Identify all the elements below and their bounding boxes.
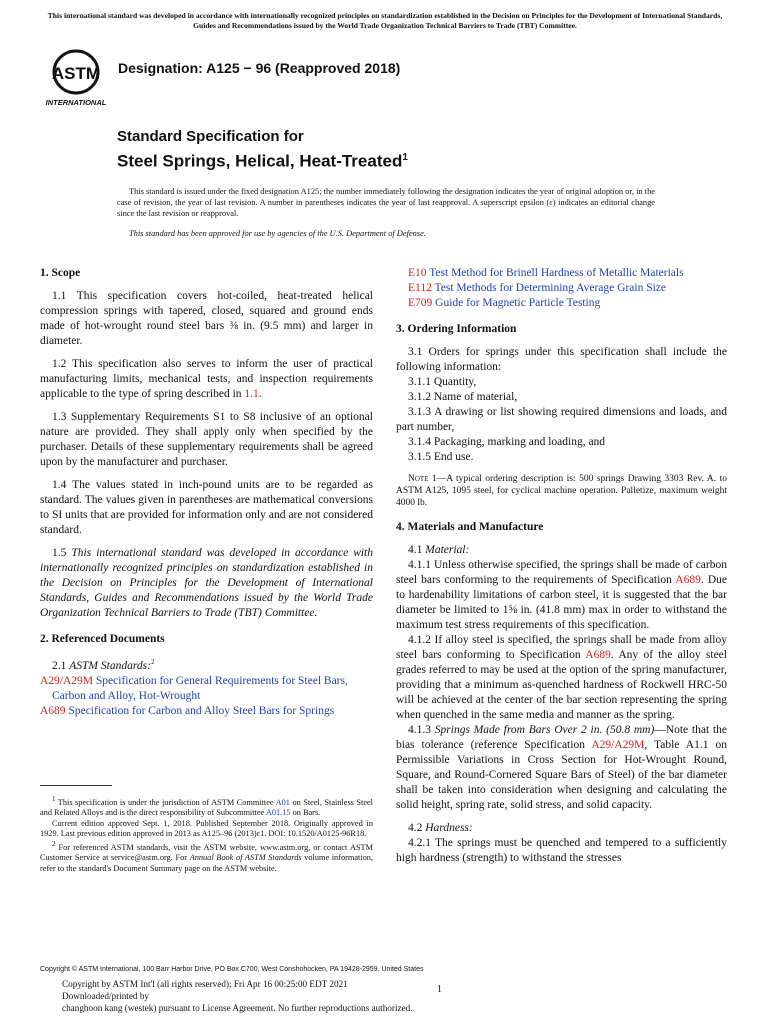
para-1-5: 1.5 This international standard was developed in accordance with internationally recognized principles on standardization established in the Decision on Principles for the Development of International Standards, Guides and Recommendations issued by the World Trade Organization Technical Barriers to Trade (TBT) Committee. [40, 547, 374, 619]
ref-a689-code[interactable]: A689 [40, 704, 66, 717]
link-a01-15[interactable]: A01.15 [265, 808, 291, 818]
ref-e112-code[interactable]: E112 [408, 282, 432, 294]
link-a689-2[interactable]: A689 [585, 649, 611, 661]
title-line1: Standard Specification for [117, 128, 304, 145]
ref-a689 [40, 704, 373, 719]
download-line-1: Copyright by ASTM Int'l (all rights reserved); Fri Apr 16 00:25:00 EDT 2021 [62, 979, 348, 989]
para-4-1-3: 4.1.3 Springs Made from Bars Over 2 in. (50.8 mm)—Note that the bias tolerance (reference Specification A29/A29M, Table A1.1 on Permissible Variations in Cross Section for Hot-Wrought Round, Square, and Round-Cornered Square Bars of Steel) of the bar diameter shall be taken into consideration when designing and calculating the solid height, spring rate, solid stress, and solid capacity. [396, 724, 727, 811]
right-column [396, 266, 727, 866]
para-3-1: 3.1 Orders for springs under this specification shall include the following information: [396, 346, 727, 373]
para-3-1-2: 3.1.2 Name of material, [408, 391, 518, 403]
title-block [117, 127, 408, 173]
ref-e10-title[interactable]: Test Method for Brinell Hardness of Metallic Materials [429, 267, 684, 279]
link-a29-a29m[interactable]: A29/A29M [591, 739, 645, 751]
intro-p1: This standard is issued under the fixed designation A125; the number immediately following the designation indicates the year of original adoption or, in the case of revision, the year of last revision. A number in parentheses indicates the year of last reapproval. A superscript epsilon (ε) indicates an editorial change since the last revision or reapproval. [117, 187, 655, 219]
section-ordering-heading: 3. Ordering Information [396, 323, 517, 335]
ref-a689-title[interactable]: Specification for Carbon and Alloy Steel Bars for Springs [68, 704, 335, 717]
download-notice [62, 978, 413, 1014]
footnotes [40, 795, 373, 874]
note-1: Note 1—A typical ordering description is: 500 springs Drawing 3303 Rev. A. to ASTM A125, 1095 steel, for cyclical machine operation. Palletize, maximum weight 4000 lb. [396, 474, 727, 508]
link-a01[interactable]: A01 [275, 797, 290, 807]
para-1-1: 1.1 This specification covers hot-coiled, heat-treated helical compression springs with tapered, closed, squared and ground ends made of hot-wrought round steel bars ⅜ in. (9.5 mm) and larger in diameter. [40, 290, 373, 347]
para-3-1-5: 3.1.5 End use. [408, 451, 474, 463]
ref-a29-code[interactable]: A29/A29M [40, 674, 94, 687]
ref-e112-title[interactable]: Test Methods for Determining Average Grain Size [434, 282, 667, 294]
ref-e709-code[interactable]: E709 [408, 297, 433, 309]
logo-sub: INTERNATIONAL [45, 98, 107, 107]
left-column [40, 266, 373, 719]
ref-a29-title[interactable]: Specification for General Requirements for Steel Bars, Carbon and Alloy, Hot-Wrought [52, 674, 348, 702]
copyright-line: Copyright © ASTM International, 100 Barr Harbor Drive, PO Box C700, West Conshohocken, PA 19428-2959. United States [40, 966, 424, 973]
ref-e709 [396, 296, 727, 311]
para-4-2: 4.2 Hardness: [408, 822, 473, 834]
para-3-1-4: 3.1.4 Packaging, marking and loading, and [408, 436, 606, 448]
footnote-rule [40, 785, 112, 786]
para-4-1-2: 4.1.2 If alloy steel is specified, the springs shall be made from alloy steel bars conforming to Specification A689. Any of the alloy steel grades referred to may be used at the option of the spring manufacturer, providing that a minimum as-quenched hardness of Rockwell HRC-50 will be achieved at the center of the bar section representing the spring when quenched in the same media and manner as the spring. [396, 634, 727, 721]
para-4-1-1: 4.1.1 Unless otherwise specified, the springs shall be made of carbon steel bars conforming to the requirements of Specification A689. Due to hardenability limitations of carbon steel, it is suggested that the bar diameter be limited to 1⅝ in. (41.8 mm) max in order to withstand the maximum test stress requirements of this specification. [396, 559, 727, 631]
download-line-3: changhoon kang (westek) pursuant to License Agreement. No further reproductions authorized. [62, 1003, 413, 1013]
para-3-1-3: 3.1.3 A drawing or list showing required dimensions and loads, and part number, [396, 406, 727, 433]
intro-block [117, 186, 655, 239]
para-1-3: 1.3 Supplementary Requirements S1 to S8 inclusive of an optional nature are provided. They shall apply only when specified by the purchaser. Details of these supplementary requirements shall be agreed upon by the manufacturer and purchaser. [40, 411, 373, 468]
link-1-1[interactable]: 1.1 [244, 388, 259, 400]
designation: Designation: A125 − 96 (Reapproved 2018) [118, 60, 401, 76]
title-line2: Steel Springs, Helical, Heat-Treated$^1$ [117, 151, 408, 171]
section-scope-heading: 1. Scope [40, 267, 81, 279]
para-1-2: 1.2 This specification also serves to inform the user of practical manufacturing limits, mechanical tests, and inspection requirements applicable to the type of spring described in 1.1. [40, 358, 373, 400]
para-1-4: 1.4 The values stated in inch-pound units are to be regarded as standard. The values given in parentheses are mathematical conversions to SI units that are provided for information only and are not considered standard. [40, 479, 373, 536]
link-a689-1[interactable]: A689 [675, 574, 701, 586]
ref-e10-code[interactable]: E10 [408, 267, 427, 279]
footnote-1: $^1$ This specification is under the jurisdiction of ASTM Committee A01 on Steel, Stainless Steel and Related Alloys and is the direct responsibility of Subcommittee A01.15 on Bars. [40, 796, 373, 818]
ref-a29 [40, 674, 373, 704]
astm-logo [42, 48, 110, 108]
ref-e709-title[interactable]: Guide for Magnetic Particle Testing [435, 297, 601, 309]
download-line-2: Downloaded/printed by [62, 991, 150, 1001]
para-4-1: 4.1 Material: [408, 544, 470, 556]
ref-e10 [396, 266, 727, 281]
para-3-1-1: 3.1.1 Quantity, [408, 376, 477, 388]
para-4-2-1: 4.2.1 The springs must be quenched and tempered to a sufficiently high hardness (strength) to withstand the stresses [396, 837, 727, 864]
page-number: 1 [437, 984, 442, 995]
para-2-1: 2.1 ASTM Standards:$^2$ [52, 658, 155, 672]
footnote-1-edition: Current edition approved Sept. 1, 2018. Published September 2018. Originally approved in 1929. Last previous edition approved in 2013 as A125–96 (2013)ε1. DOI: 10.1520/A0125-96R18. [40, 818, 373, 839]
header-note: This international standard was developed in accordance with internationally recognized principles on standardization established in the Decision on Principles for the Development of International Standards, Guides and Recommendations issued by the World Trade Organization Technical Barriers to Trade (TBT) Committee. [47, 11, 723, 30]
footnote-2: $^2$ For referenced ASTM standards, visit the ASTM website, www.astm.org, or contact ASTM Customer Service at service@astm.org. For Annual Book of ASTM Standards volume information, refer to the standard's Document Summary page on the ASTM website. [40, 840, 374, 873]
section-refdocs-heading: 2. Referenced Documents [40, 633, 165, 645]
intro-p2: This standard has been approved for use by agencies of the U.S. Department of Defense. [129, 228, 426, 238]
logo-text: ASTM [51, 64, 101, 83]
ref-e112 [396, 281, 727, 296]
section-materials-heading: 4. Materials and Manufacture [396, 521, 544, 533]
